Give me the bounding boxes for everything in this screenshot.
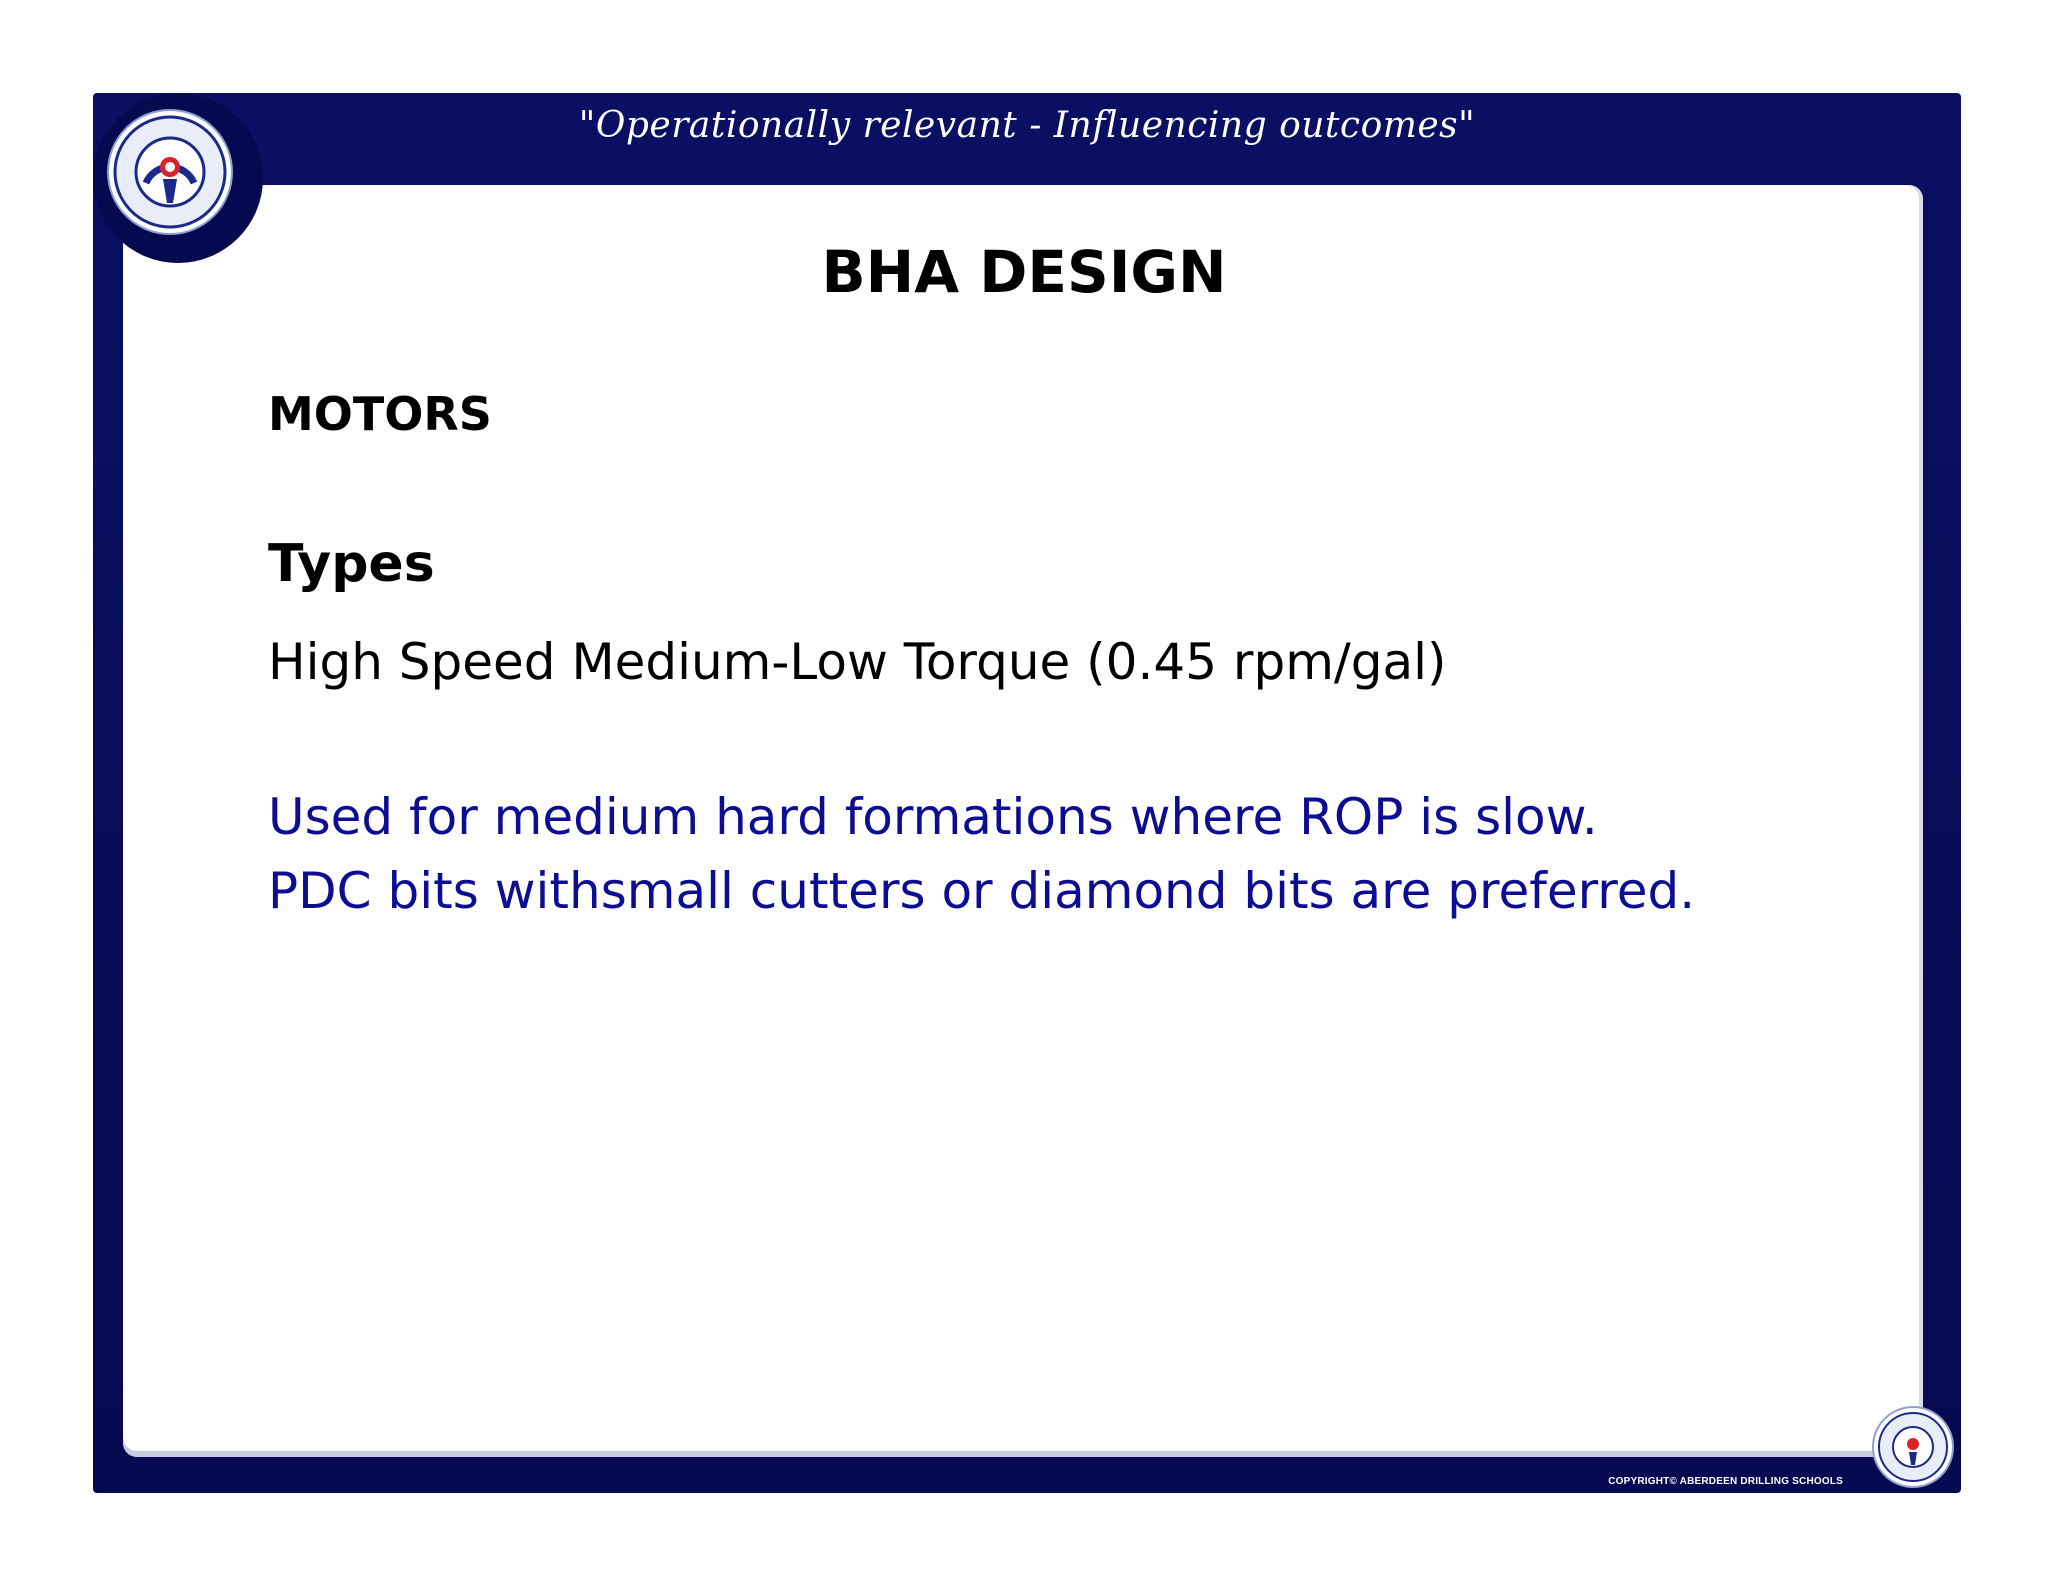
- copyright-text: COPYRIGHT© ABERDEEN DRILLING SCHOOLS: [1608, 1476, 1843, 1487]
- notes-block: [268, 780, 1695, 928]
- footer-seal-icon: [1871, 1405, 1955, 1489]
- sub-heading: Types: [268, 534, 435, 594]
- school-seal-icon: [105, 107, 235, 237]
- motor-type-line: High Speed Medium-Low Torque (0.45 rpm/gal): [268, 633, 1447, 691]
- tagline: "Operationally relevant - Influencing outcomes": [578, 105, 1476, 146]
- section-heading: MOTORS: [268, 387, 492, 441]
- note-line: PDC bits withsmall cutters or diamond bits are preferred.: [268, 862, 1696, 920]
- note-line: Used for medium hard formations where ROP is slow.: [268, 788, 1598, 846]
- slide-title: BHA DESIGN: [821, 238, 1227, 306]
